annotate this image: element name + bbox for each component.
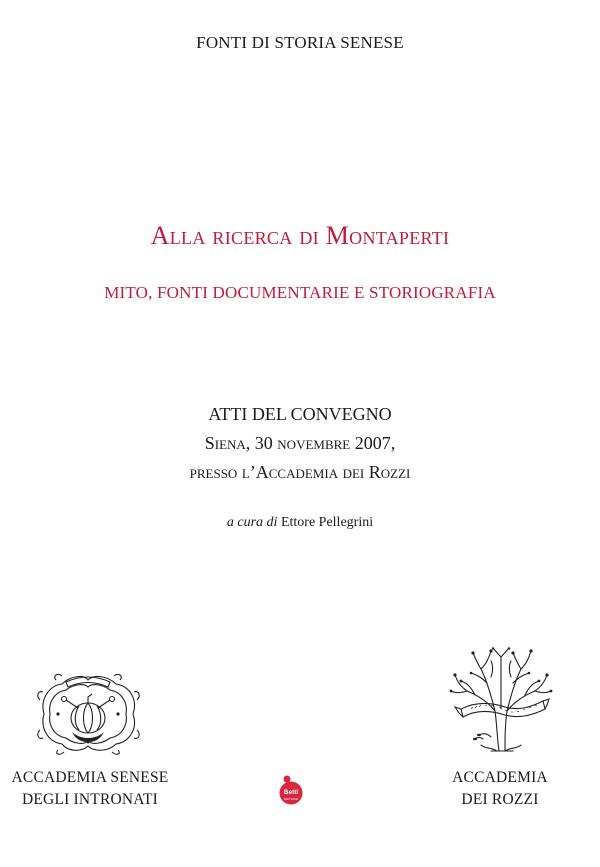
proceedings-info bbox=[0, 400, 600, 487]
editor-prefix: a cura di bbox=[226, 515, 278, 530]
publisher-logo-icon bbox=[277, 773, 303, 807]
editor-credit bbox=[0, 515, 600, 531]
book-subtitle: MITO, FONTI DOCUMENTARIE E STORIOGRAFIA bbox=[104, 283, 496, 302]
institution-rozzi-line1: ACCADEMIA bbox=[452, 769, 548, 786]
book-title: Alla ricerca di Montaperti bbox=[150, 221, 450, 250]
rozzi-emblem-icon bbox=[447, 647, 555, 755]
institution-intronati-line2: DEGLI INTRONATI bbox=[21, 791, 158, 808]
series-title: FONTI DI STORIA SENESE bbox=[196, 33, 404, 52]
svg-text:Betti: Betti bbox=[283, 789, 299, 796]
intronati-emblem-icon bbox=[36, 670, 141, 755]
svg-text:EDITRICE: EDITRICE bbox=[283, 797, 299, 801]
institution-rozzi-line2: DEI ROZZI bbox=[461, 791, 539, 808]
proceedings-place-date: Siena, 30 novembre 2007, bbox=[204, 433, 396, 453]
institution-rozzi bbox=[420, 767, 580, 811]
proceedings-heading: ATTI DEL CONVEGNO bbox=[208, 404, 392, 424]
proceedings-venue: presso l’Accademia dei Rozzi bbox=[189, 462, 411, 482]
institution-intronati-line1: ACCADEMIA SENESE bbox=[11, 769, 169, 786]
institution-intronati bbox=[0, 767, 180, 811]
editor-name: Ettore Pellegrini bbox=[280, 515, 374, 530]
